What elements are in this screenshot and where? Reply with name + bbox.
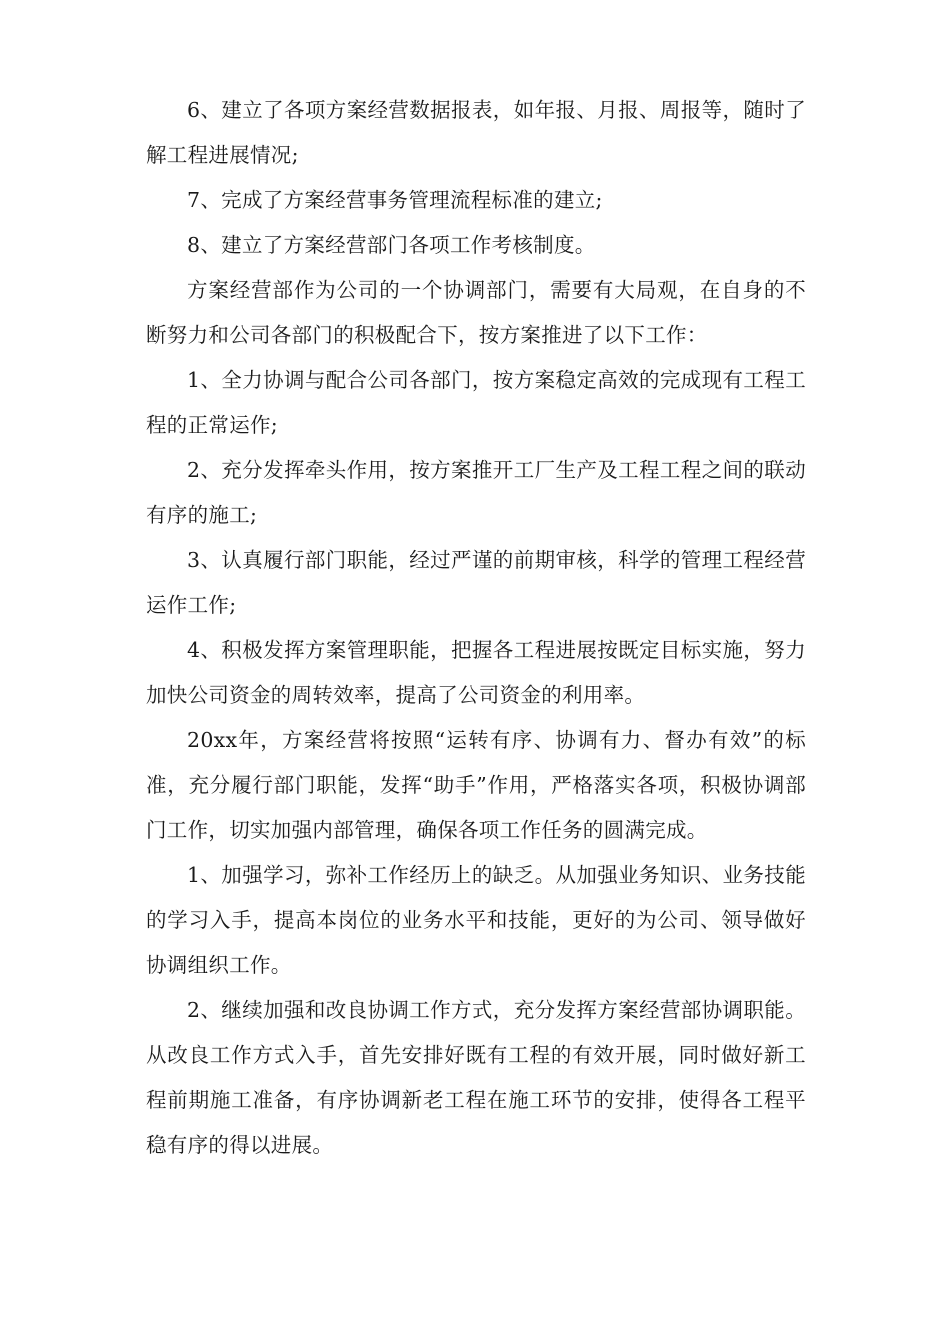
document-body — [146, 88, 806, 1168]
paragraph-work-4: 4、积极发挥方案管理职能，把握各工程进展按既定目标实施，努力加快公司资金的周转效率，提高了公司资金的利用率。 — [146, 638, 806, 707]
paragraph-work-1: 1、全力协调与配合公司各部门，按方案稳定高效的完成现有工程工程的正常运作; — [146, 368, 806, 437]
paragraph-plan-intro: 20xx年，方案经营将按照“运转有序、协调有力、督办有效”的标准，充分履行部门职能，发挥“助手”作用，严格落实各项，积极协调部门工作，切实加强内部管理，确保各项工作任务的圆满完成。 — [146, 728, 806, 842]
paragraph-intro: 方案经营部作为公司的一个协调部门，需要有大局观，在自身的不断努力和公司各部门的积极配合下，按方案推进了以下工作： — [146, 278, 806, 347]
paragraph-item-8: 8、建立了方案经营部门各项工作考核制度。 — [187, 233, 596, 257]
paragraph-plan-2: 2、继续加强和改良协调工作方式，充分发挥方案经营部协调职能。从改良工作方式入手，首先安排好既有工程的有效开展，同时做好新工程前期施工准备，有序协调新老工程在施工环节的安排，使得各工程平稳有序的得以进展。 — [146, 998, 806, 1157]
paragraph-plan-1: 1、加强学习，弥补工作经历上的缺乏。从加强业务知识、业务技能的学习入手，提高本岗位的业务水平和技能，更好的为公司、领导做好协调组织工作。 — [146, 863, 806, 977]
paragraph-work-2: 2、充分发挥牵头作用，按方案推开工厂生产及工程工程之间的联动有序的施工; — [146, 458, 806, 527]
paragraph-item-6: 6、建立了各项方案经营数据报表，如年报、月报、周报等，随时了解工程进展情况; — [146, 98, 806, 167]
paragraph-item-7: 7、完成了方案经营事务管理流程标准的建立; — [187, 188, 603, 212]
paragraph-work-3: 3、认真履行部门职能，经过严谨的前期审核，科学的管理工程经营运作工作; — [146, 548, 806, 617]
